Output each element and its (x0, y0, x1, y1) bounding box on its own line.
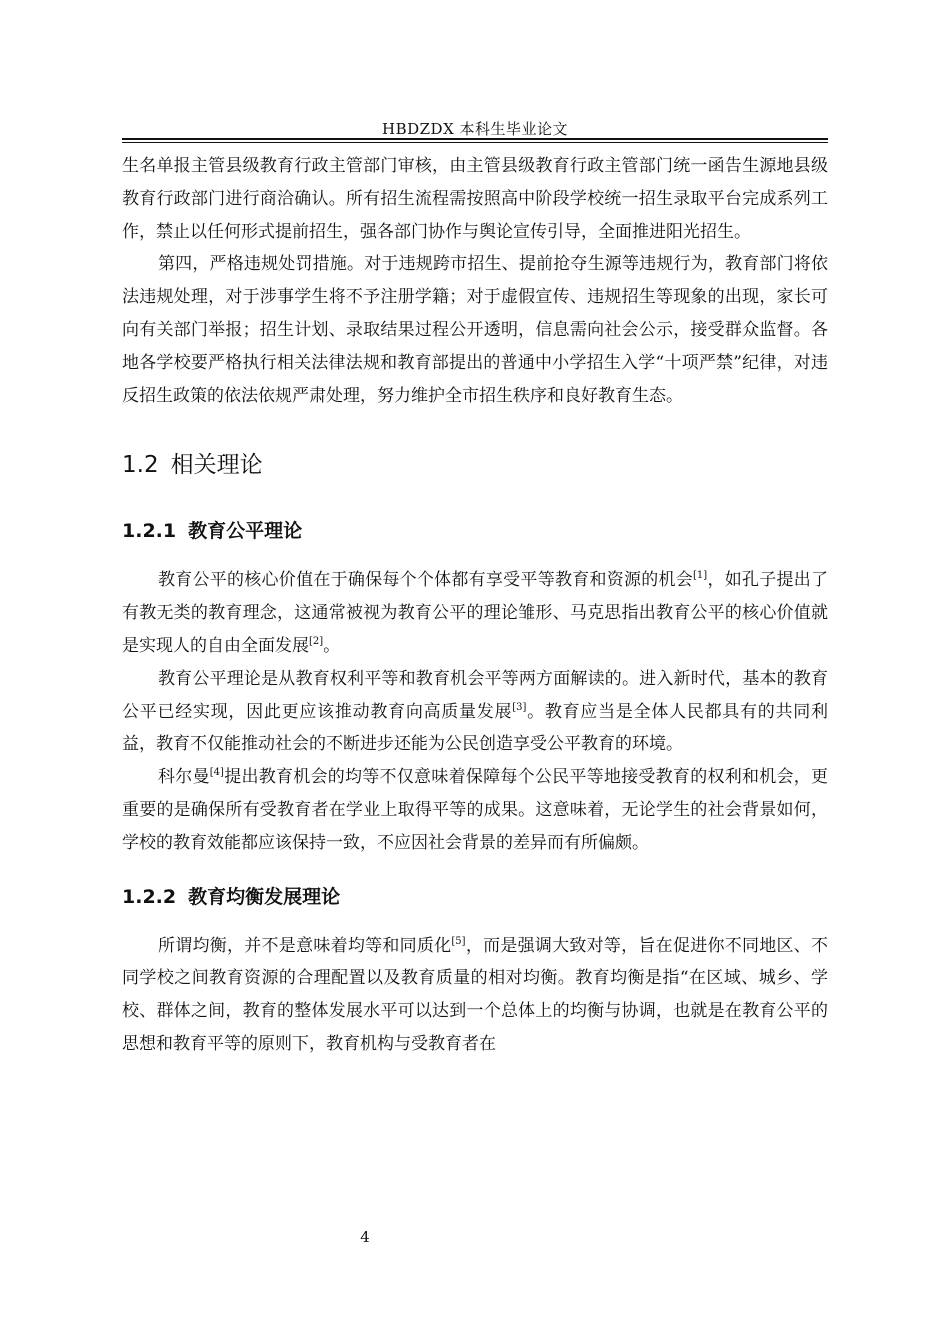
citation-ref-3: [3] (512, 701, 527, 713)
section-title: 相关理论 (170, 452, 263, 479)
subsection-number: 1.2.2 (122, 885, 177, 908)
citation-ref-4: [4] (209, 767, 224, 779)
header-rule-thin (122, 142, 828, 143)
citation-ref-1: [1] (693, 570, 708, 582)
subsection-title: 教育均衡发展理论 (188, 885, 341, 908)
citation-ref-2: [2] (309, 635, 324, 647)
page-number: 4 (360, 1228, 370, 1246)
paragraph-penalty-measures: 第四，严格违规处罚措施。对于违规跨市招生、提前抢夺生源等违规行为，教育部门将依法违规处理，对于涉事学生将不予注册学籍；对于虚假宣传、违规招生等现象的出现，家长可向有关部门举报；招生计划、录取结果过程公开透明，信息需向社会公示，接受群众监督。各地各学校要严格执行相关法律法规和教育部提出的普通中小学招生入学“十项严禁”纪律，对违反招生政策的依法依规严肃处理，努力维护全市招生秩序和良好教育生态。 (122, 254, 828, 406)
citation-ref-5: [5] (451, 935, 466, 947)
section-heading-1-2 (122, 448, 828, 482)
subsection-number: 1.2.1 (122, 520, 177, 543)
body-content (122, 150, 828, 1061)
text-run: 提出教育机会的均等不仅意味着保障每个公民平等地接受教育的权利和机会，更重要的是确保所有受教育者在学业上取得平等的成果。这意味着，无论学生的社会背景如何，学校的教育效能都应该保持一致，不应因社会背景的差异而有所偏颇。 (122, 767, 829, 853)
subsection-heading-1-2-2 (122, 882, 828, 912)
text-run: ，而是强调大致对等，旨在促进你不同地区、不同学校之间教育资源的合理配置以及教育质量的相对均衡。教育均衡是指“在区域、城乡、学校、群体之间，教育的整体发展水平可以达到一个总体上的均衡与协调，也就是在教育公平的思想和教育平等的原则下，教育机构与受教育者在 (122, 935, 829, 1054)
paragraph-equity-core-value (122, 564, 828, 662)
paragraph-balance-theory (122, 930, 828, 1061)
text-run: 。教育应当是全体人民都具有的共同利益，教育不仅能推动社会的不断进步还能为公民创造享受公平教育的环境。 (122, 701, 829, 755)
text-run: 教育公平的核心价值在于确保每个个体都有享受平等教育和资源的机会 (158, 570, 694, 591)
subsection-heading-1-2-1 (122, 516, 828, 546)
text-run: 所谓均衡，并不是意味着均等和同质化 (158, 935, 452, 956)
subsection-title: 教育公平理论 (188, 520, 303, 543)
section-number: 1.2 (122, 452, 159, 479)
paragraph-continued: 生名单报主管县级教育行政主管部门审核，由主管县级教育行政主管部门统一函告生源地县级教育行政部门进行商洽确认。所有招生流程需按照高中阶段学校统一招生录取平台完成系列工作，禁止以任何形式提前招生，强各部门协作与舆论宣传引导，全面推进阳光招生。 (122, 156, 828, 242)
text-run: ，如孔子提出了有教无类的教育理念，这通常被视为教育公平的理论雏形、马克思指出教育公平的核心价值就是实现人的自由全面发展 (122, 570, 829, 656)
running-header: HBDZDX 本科生毕业论文 (381, 120, 569, 138)
text-run: 科尔曼 (158, 767, 210, 788)
text-run: 。 (323, 635, 341, 656)
paragraph-coleman (122, 761, 828, 859)
paragraph-equity-theory (122, 663, 828, 761)
header-rule-thick (122, 138, 828, 140)
text-run: 教育公平理论是从教育权利平等和教育机会平等两方面解读的。进入新时代，基本的教育公平已经实现，因此更应该推动教育向高质量发展 (122, 668, 828, 722)
